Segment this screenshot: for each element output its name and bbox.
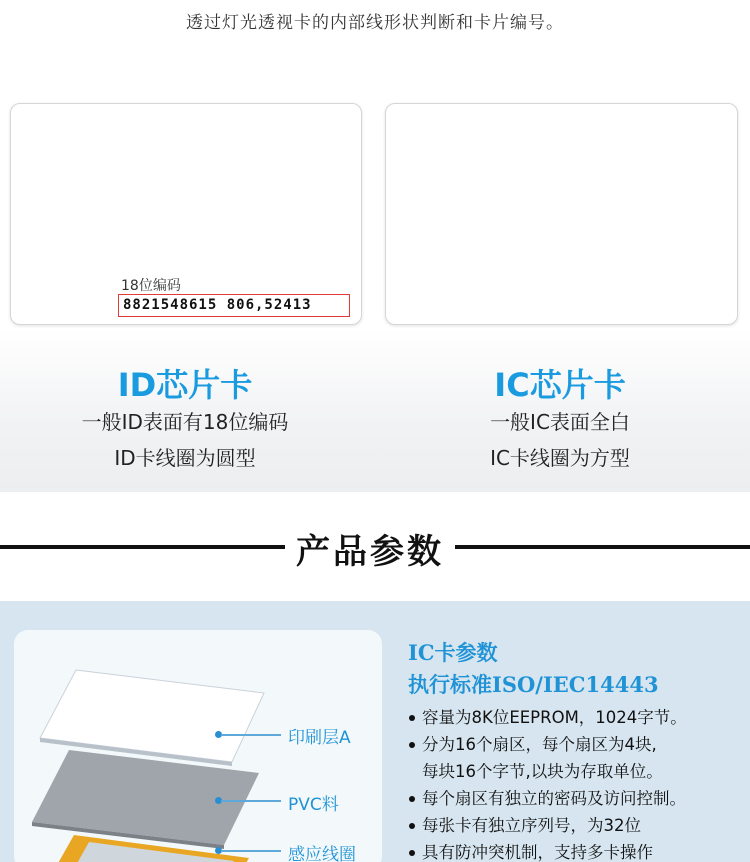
pvc-layer-line xyxy=(221,800,281,802)
coil-layer-line xyxy=(221,850,281,852)
section-divider-right xyxy=(455,545,750,549)
ic-param-item-continued: 每块16个字节,以块为存取单位。 xyxy=(422,762,663,781)
ic-card-desc-2: IC卡线圈为方型 xyxy=(490,446,630,470)
id-card-number-box: 8821548615 806,52413 xyxy=(118,294,350,317)
id-card-desc-2: ID卡线圈为圆型 xyxy=(114,446,256,470)
pvc-layer-label: PVC料 xyxy=(288,795,339,815)
ic-card-desc-1: 一般IC表面全白 xyxy=(490,410,630,434)
ic-card-image xyxy=(385,103,738,325)
ic-params-title: IC卡参数 xyxy=(408,640,498,665)
ic-param-item: 具有防冲突机制，支持多卡操作 xyxy=(408,839,748,862)
print-layer-shape xyxy=(40,670,264,762)
id-card-image xyxy=(10,103,362,325)
top-caption: 透过灯光透视卡的内部线形状判断和卡片编号。 xyxy=(186,13,564,33)
id-card-desc-1: 一般ID表面有18位编码 xyxy=(81,410,289,434)
print-layer-line xyxy=(221,734,281,736)
ic-param-item: 每个扇区有独立的密码及访问控制。 xyxy=(408,785,748,812)
ic-param-item: 容量为8K位EEPROM，1024字节。 xyxy=(408,704,748,731)
print-layer-label: 印刷层A xyxy=(288,728,351,748)
ic-params-standard: 执行标准ISO/IEC14443 xyxy=(408,672,659,697)
ic-card-title: IC芯片卡 xyxy=(494,366,626,404)
section-title: 产品参数 xyxy=(296,532,444,572)
id-card-number-label: 18位编码 xyxy=(121,278,181,294)
ic-params-list xyxy=(408,704,748,862)
ic-param-item: 每张卡有独立序列号，为32位 xyxy=(408,812,748,839)
section-divider-left xyxy=(0,545,285,549)
id-card-title: ID芯片卡 xyxy=(117,366,253,404)
coil-layer-label: 感应线圈 xyxy=(288,845,356,862)
ic-param-item: 分为16个扇区，每个扇区为4块, xyxy=(408,731,748,758)
